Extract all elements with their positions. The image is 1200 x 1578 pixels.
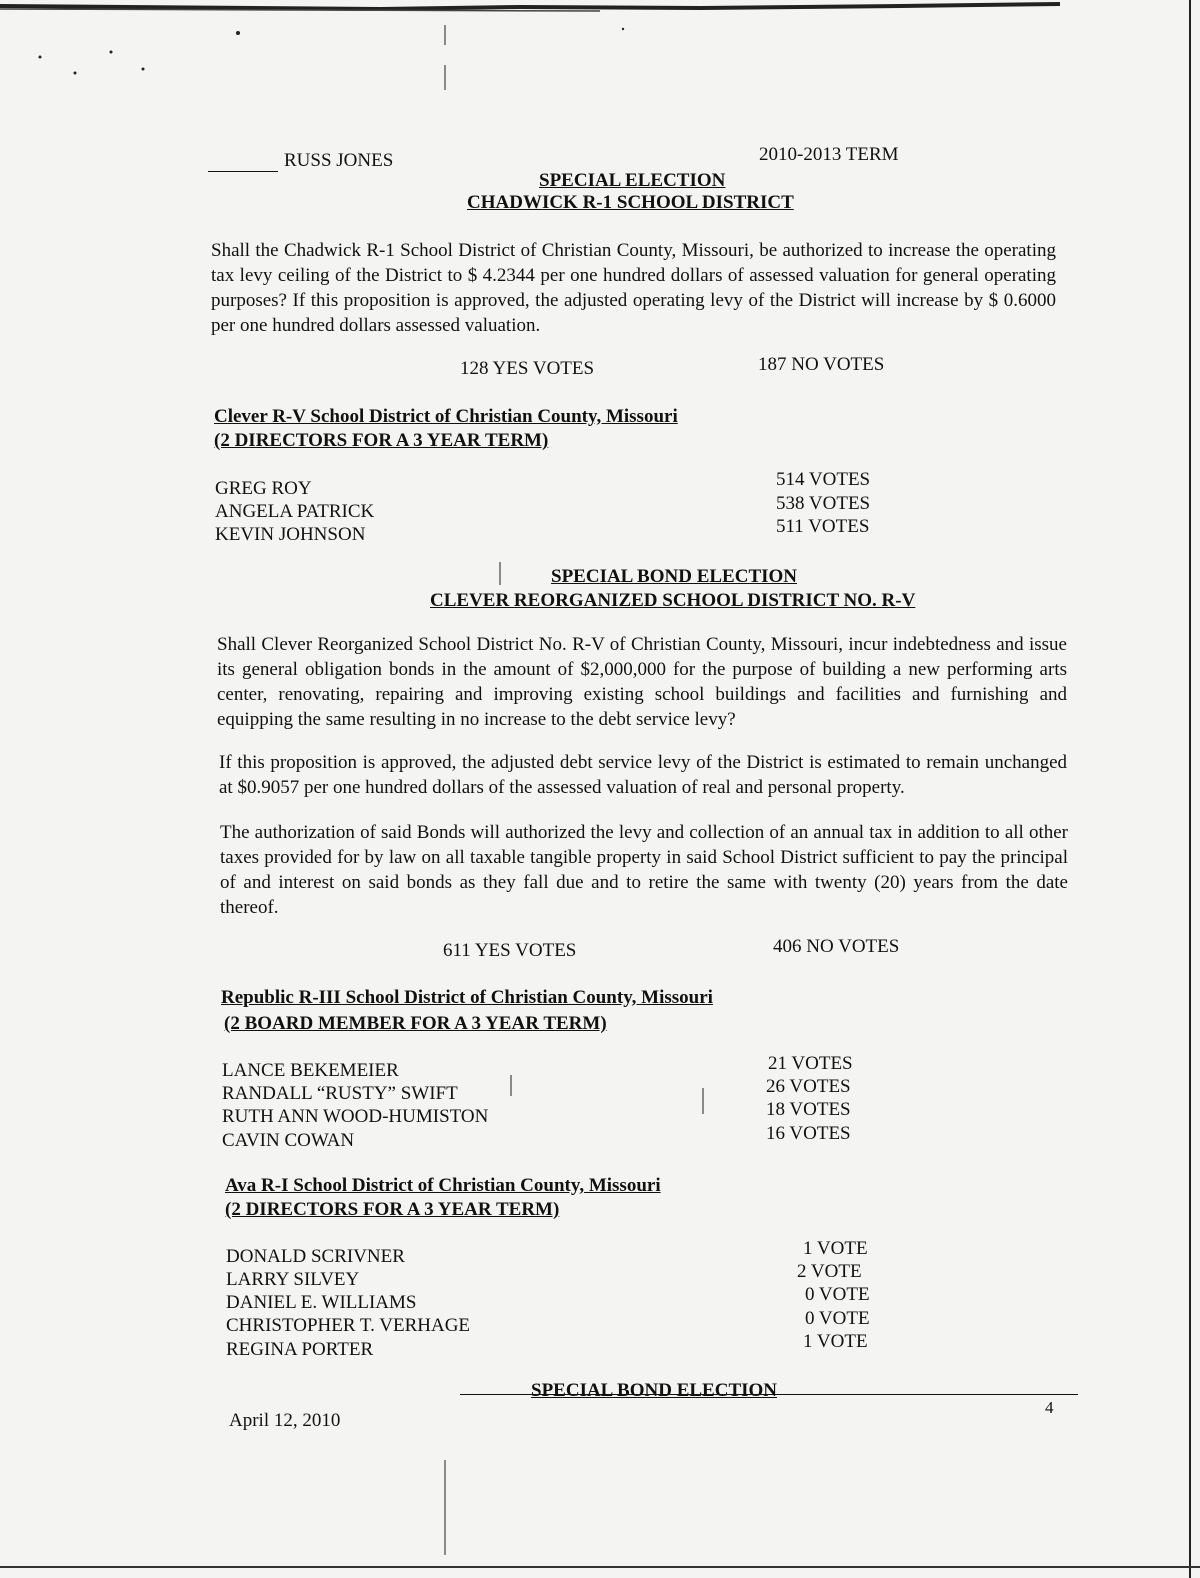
- republic-title-2: (2 BOARD MEMBER FOR A 3 YEAR TERM): [224, 1013, 607, 1034]
- candidate-name: RANDALL “RUSTY” SWIFT: [222, 1083, 458, 1104]
- clever-bond-title-2: CLEVER REORGANIZED SCHOOL DISTRICT NO. R-V: [430, 590, 916, 611]
- page-number: 4: [1045, 1398, 1054, 1417]
- clever-bond-levy-note: If this proposition is approved, the adjusted debt service levy of the District is estimated to remain unchanged at $0.9057 per one hundred dollars of the assessed valuation of real and personal property.: [219, 752, 1067, 798]
- ava-title-2: (2 DIRECTORS FOR A 3 YEAR TERM): [225, 1199, 560, 1220]
- chadwick-no-votes: 187 NO VOTES: [758, 354, 885, 375]
- candidate-name: LANCE BEKEMEIER: [222, 1060, 399, 1081]
- candidate-name: CHRISTOPHER T. VERHAGE: [226, 1315, 471, 1336]
- candidate-name: RUTH ANN WOOD-HUMISTON: [222, 1106, 489, 1127]
- candidate-votes: 2 VOTE: [797, 1261, 862, 1282]
- candidate-votes: 511 VOTES: [776, 516, 870, 537]
- candidate-name: KEVIN JOHNSON: [215, 524, 366, 545]
- candidate-name: DANIEL E. WILLIAMS: [226, 1292, 417, 1313]
- candidate-name: REGINA PORTER: [226, 1339, 374, 1360]
- ava-title-1: Ava R-I School District of Christian County, Missouri: [225, 1175, 661, 1196]
- chadwick-title-2: CHADWICK R-1 SCHOOL DISTRICT: [467, 192, 794, 213]
- blank-line: [208, 153, 278, 172]
- candidate-name: DONALD SCRIVNER: [226, 1246, 405, 1267]
- candidate-name: GREG ROY: [215, 478, 312, 499]
- clever-bond-authorization: The authorization of said Bonds will authorized the levy and collection of an annual tax in addition to all other taxes provided for by law on all taxable tangible property in said School District sufficient to pay the principal of and interest on said bonds as they fall due and to retire the same with twenty (20) years from the date thereof.: [220, 822, 1068, 918]
- candidate-votes: 18 VOTES: [766, 1099, 851, 1120]
- candidate-votes: 538 VOTES: [776, 493, 871, 514]
- header-term: 2010-2013 TERM: [759, 144, 899, 165]
- republic-title-1: Republic R-III School District of Christian County, Missouri: [221, 987, 713, 1008]
- clever-directors-title-2: (2 DIRECTORS FOR A 3 YEAR TERM): [214, 430, 549, 451]
- candidate-votes: 514 VOTES: [776, 469, 871, 490]
- footer-rule: [460, 1394, 1078, 1395]
- header-candidate-row: [208, 150, 393, 172]
- candidate-name: CAVIN COWAN: [222, 1130, 355, 1151]
- header-candidate: RUSS JONES: [284, 150, 394, 171]
- clever-bond-yes-votes: 611 YES VOTES: [443, 940, 577, 961]
- candidate-votes: 1 VOTE: [803, 1238, 868, 1259]
- clever-bond-proposition: Shall Clever Reorganized School District No. R-V of Christian County, Missouri, incur indebtedness and issue its general obligation bonds in the amount of $2,000,000 for the purpose of building a new performing arts center, renovating, repairing and improving existing school buildings and facilities and furnishing and equipping the same resulting in no increase to the debt service levy?: [217, 634, 1067, 730]
- chadwick-yes-votes: 128 YES VOTES: [460, 358, 595, 379]
- candidate-votes: 0 VOTE: [805, 1284, 870, 1305]
- candidate-name: ANGELA PATRICK: [215, 501, 375, 522]
- chadwick-title-1: SPECIAL ELECTION: [539, 170, 726, 191]
- candidate-votes: 21 VOTES: [768, 1053, 853, 1074]
- next-section-title: SPECIAL BOND ELECTION: [531, 1380, 778, 1401]
- candidate-votes: 0 VOTE: [805, 1308, 870, 1329]
- candidate-votes: 16 VOTES: [766, 1123, 851, 1144]
- chadwick-proposition: Shall the Chadwick R-1 School District of Christian County, Missouri, be authorized to increase the operating tax levy ceiling of the District to $ 4.2344 per one hundred dollars of assessed valuation for general operating purposes? If this proposition is approved, the adjusted operating levy of the District will increase by $ 0.6000 per one hundred dollars assessed valuation.: [211, 240, 1056, 336]
- clever-directors-title-1: Clever R-V School District of Christian County, Missouri: [214, 406, 678, 427]
- candidate-name: LARRY SILVEY: [226, 1269, 360, 1290]
- candidate-votes: 1 VOTE: [803, 1331, 868, 1352]
- candidate-votes: 26 VOTES: [766, 1076, 851, 1097]
- clever-bond-title-1: SPECIAL BOND ELECTION: [551, 566, 798, 587]
- clever-bond-no-votes: 406 NO VOTES: [773, 936, 900, 957]
- footer-date: April 12, 2010: [229, 1410, 341, 1431]
